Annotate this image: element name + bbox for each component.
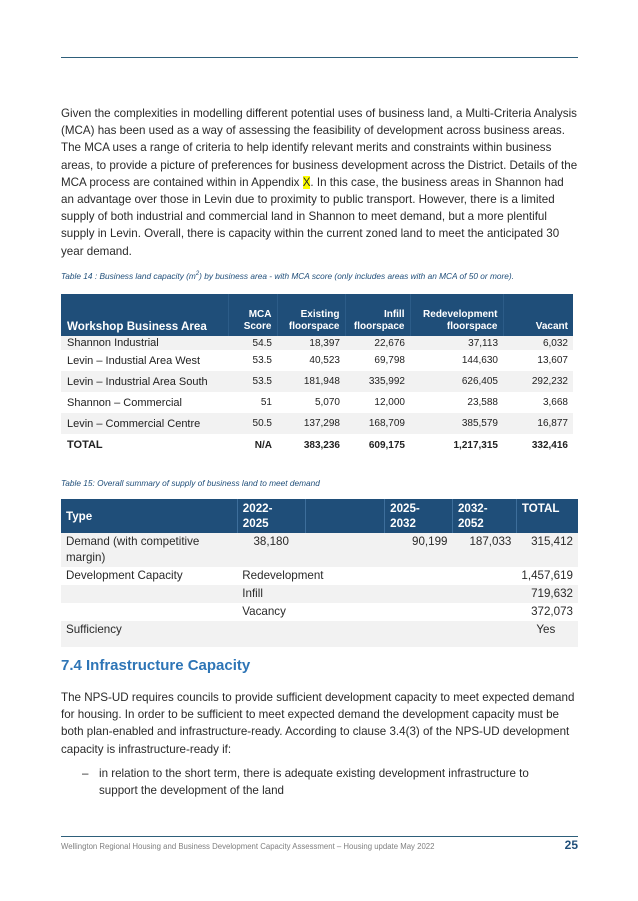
business-capacity-table (61, 294, 573, 456)
cell-infill: 335,992 (345, 371, 410, 392)
total-mca: N/A (254, 439, 272, 451)
cell-existing: 181,948 (277, 371, 345, 392)
cell-area: Shannon – Commercial (67, 396, 182, 409)
capacity-label: Development Capacity (66, 569, 183, 582)
cell-infill: 12,000 (374, 397, 405, 408)
sufficiency-row (61, 621, 578, 647)
header-type: Type (61, 499, 237, 533)
total-redevelopment: 1,217,315 (453, 439, 498, 451)
table-row (61, 350, 573, 371)
header-redevelopment (410, 294, 503, 336)
header-redev-line2: floorspace (446, 321, 498, 332)
empty-cell (61, 603, 237, 621)
cell-vacant: 16,877 (503, 413, 573, 434)
intro-text-b: . In this case, the business areas in Shannon had an advantage over those in Levin due to proximity to public transport. However, there is a limited supply of both industrial and commercial land in Shannon to meet demand, but a more plentiful supply in Levin. Overall, there is capacity within the current zoned land to meet the anticipated 30 year demand. (61, 175, 564, 258)
header-mca-line1: MCA (248, 309, 272, 320)
cell-area: Shannon Industrial (61, 336, 228, 350)
cell-infill: 22,676 (345, 336, 410, 350)
cell-vacant: 13,607 (537, 355, 568, 366)
footer-text: Wellington Regional Housing and Business Development Capacity Assessment – Housing update May 2022 (61, 842, 435, 851)
header-period-1 (237, 499, 305, 533)
capacity-total: 372,073 (531, 605, 573, 618)
cell-mca: 53.5 (252, 355, 272, 366)
header-p2-line1: 2025- (390, 502, 420, 515)
cell-vacant: 6,032 (503, 336, 573, 350)
capacity-total: 1,457,619 (521, 569, 573, 582)
table14-header-row (61, 294, 573, 336)
total-infill: 609,175 (368, 439, 405, 451)
capacity-total: 719,632 (516, 585, 578, 603)
caption-text-a: Table 14 : Business land capacity (m (61, 271, 196, 281)
cell-mca: 51 (260, 397, 272, 408)
capacity-kind: Infill (237, 585, 516, 603)
intro-text-a: Given the complexities in modelling different potential uses of business land, a Multi-Criteria Analysis (MCA) has been used as a way of assessing the feasibility of development across business areas. The MCA uses a range of criteria to help identify relevant merits and constraints within business areas, to provide a picture of preferences for business development across the District. Details of the MCA process are contained within in Appendix (61, 107, 578, 189)
header-existing (277, 294, 345, 336)
cell-redevelopment: 37,113 (410, 336, 503, 350)
cell-existing: 5,070 (314, 397, 340, 408)
page-number: 25 (564, 838, 578, 852)
header-mca-line2: Score (243, 321, 272, 332)
header-period-3 (452, 499, 516, 533)
empty-cell (61, 585, 237, 603)
supply-summary-table (61, 499, 578, 647)
header-rule (61, 57, 578, 58)
table14-caption (61, 271, 514, 281)
header-existing-line1: Existing (300, 309, 340, 320)
total-row (61, 434, 573, 456)
footer-rule (61, 836, 578, 837)
caption-superscript: 2 (195, 271, 200, 278)
cell-redevelopment: 23,588 (467, 397, 498, 408)
highlighted-text: X (302, 175, 311, 189)
cell-vacant: 3,668 (542, 397, 568, 408)
section-heading: 7.4 Infrastructure Capacity (61, 657, 251, 674)
header-p1-line1: 2022- (242, 502, 273, 515)
table-row (61, 413, 573, 434)
demand-2025-2032: 90,199 (385, 533, 453, 567)
caption-text-b: ) by business area - with MCA score (only includes areas with an MCA of 50 or more). (199, 271, 514, 281)
total-vacant: 332,416 (531, 439, 568, 451)
header-vacant: Vacant (503, 294, 573, 336)
header-p2-line2: 2032 (390, 517, 416, 530)
bullet-dash: – (82, 767, 89, 780)
empty-cell (237, 621, 516, 647)
cell-mca: 50.5 (228, 413, 277, 434)
demand-row (61, 533, 578, 567)
header-p1-line2: 2025 (242, 517, 269, 530)
cell-infill: 69,798 (374, 355, 405, 366)
demand-total: 315,412 (516, 533, 578, 567)
table-row (61, 392, 573, 413)
header-infill-line1: Infill (383, 309, 405, 320)
cell-redevelopment: 144,630 (461, 355, 498, 366)
cell-mca: 54.5 (228, 336, 277, 350)
cell-area: Levin – Industial Area West (67, 354, 201, 367)
header-mca (228, 294, 277, 336)
cell-existing: 137,298 (277, 413, 345, 434)
sufficiency-value: Yes (516, 621, 578, 647)
sufficiency-label: Sufficiency (61, 621, 237, 647)
cell-area: Levin – Industrial Area South (61, 371, 228, 392)
demand-label: Demand (with competitive margin) (61, 533, 237, 567)
bullet-text: in relation to the short term, there is adequate existing development infrastructure to support the development of the land (99, 767, 529, 797)
header-infill (345, 294, 410, 336)
header-total: TOTAL (516, 499, 578, 533)
cell-existing: 18,397 (277, 336, 345, 350)
cell-mca: 53.5 (228, 371, 277, 392)
intro-paragraph (61, 105, 578, 260)
total-existing: 383,236 (303, 439, 340, 451)
total-label: TOTAL (67, 439, 103, 451)
section-paragraph: The NPS-UD requires councils to provide sufficient development capacity to meet expected demand for housing. In order to be sufficient to meet expected demand the development capacity must be both plan-enabled and infrastructure-ready. According to clause 3.4(3) of the NPS-UD development capacity is infrastructure-ready if: (61, 691, 575, 756)
cell-redevelopment: 626,405 (410, 371, 503, 392)
demand-2022-2025: 38,180 (237, 533, 305, 567)
capacity-kind: Redevelopment (242, 569, 324, 582)
header-p3-line2: 2052 (457, 517, 484, 530)
cell-redevelopment: 385,579 (410, 413, 503, 434)
bullet-item (82, 766, 562, 799)
capacity-row (61, 603, 578, 621)
header-infill-line2: floorspace (353, 321, 405, 332)
cell-vacant: 292,232 (503, 371, 573, 392)
header-existing-line2: floorspace (288, 321, 340, 332)
header-redev-line1: Redevelopment (423, 309, 498, 320)
empty-cell (305, 533, 385, 567)
header-p3-line1: 2032- (457, 502, 488, 515)
capacity-kind: Vacancy (242, 605, 286, 618)
header-period-2 (385, 499, 453, 533)
table15-header-row (61, 499, 578, 533)
table-row (61, 371, 573, 392)
cell-area: Levin – Commercial Centre (61, 413, 228, 434)
capacity-row (61, 585, 578, 603)
table-row (61, 336, 573, 350)
capacity-row (61, 567, 578, 585)
demand-2032-2052: 187,033 (452, 533, 516, 567)
cell-existing: 40,523 (309, 355, 340, 366)
header-spacer (305, 499, 385, 533)
header-area: Workshop Business Area (61, 294, 228, 336)
table15-caption: Table 15: Overall summary of supply of business land to meet demand (61, 478, 320, 488)
cell-infill: 168,709 (345, 413, 410, 434)
